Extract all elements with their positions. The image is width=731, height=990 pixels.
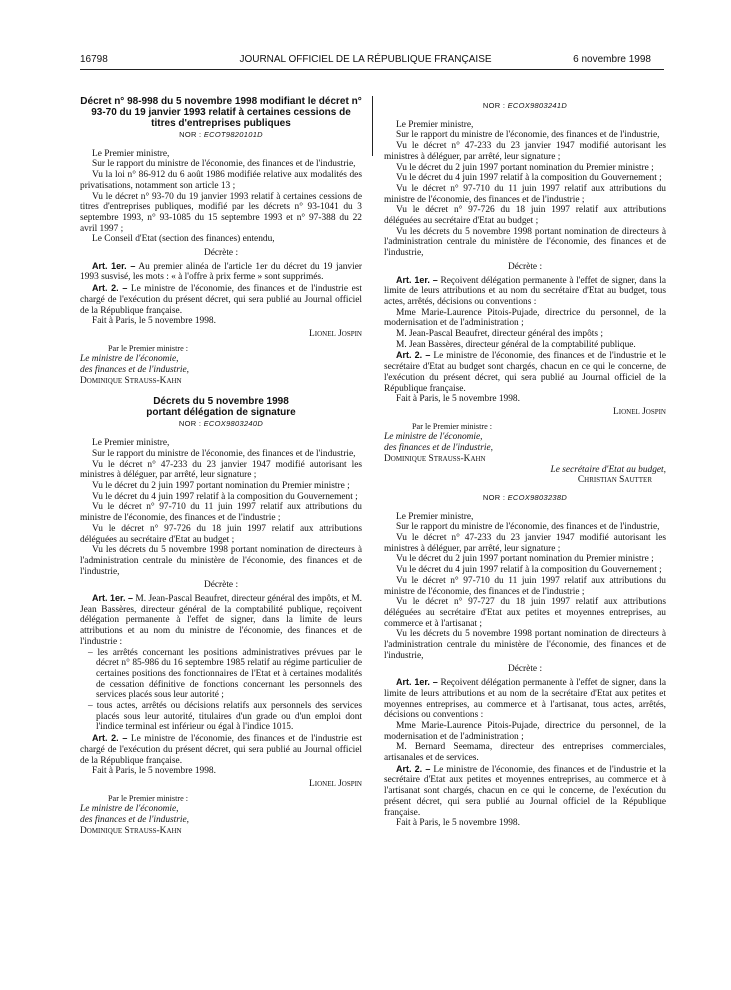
decree1-signer: Lionel Jospin [309, 328, 362, 339]
decree4-delegate: M. Bernard Seemama, directeur des entreprises commerciales, artisanales et de services. [384, 742, 666, 764]
decree2-by-pm: Par le Premier ministre : [108, 793, 189, 803]
decree3-done: Fait à Paris, le 5 novembre 1998. [396, 394, 520, 405]
decree1-para: Le Premier ministre, [92, 148, 170, 159]
decree4-art2: Art. 2. – Le ministre de l'économie, des finances et de l'industrie et la secrétaire d'Etat aux petites et moyennes entreprises, au commerce et à l'artisanat sont chargés, chacun en ce qui le concerne, de l'exécution du présent décret, qui sera publié au Journal officiel de la République française. [384, 763, 666, 818]
decree4-nor: NOR : ECOX9803238D [482, 492, 568, 502]
decree4-para: Vu le décret du 2 juin 1997 portant nomination du Premier ministre ; [396, 554, 654, 565]
decree4-art1: Art. 1er. – Reçoivent délégation permanente à l'effet de signer, dans la limite de leurs attributions et au nom de la secrétaire d'Etat aux petites et moyennes entreprises, au commerce et à l'artisanat, tous actes, arrêtés, décisions ou conventions : [384, 677, 666, 721]
decree4-delegate: Mme Marie-Laurence Pitois-Pujade, directrice du personnel, de la modernisation et de l'administration ; [384, 720, 666, 742]
decree1-done: Fait à Paris, le 5 novembre 1998. [92, 316, 216, 327]
right-column [384, 100, 666, 829]
decree3-art1: Art. 1er. – Reçoivent délégation permanente à l'effet de signer, dans la limite de leurs attributions et au nom du secrétaire d'Etat au budget, tous actes, arrêtés, décisions ou conventions : [384, 274, 666, 307]
decree3-para: Vu le décret n° 47-233 du 23 janvier 1947 modifié autorisant les ministres à déléguer, par arrêté, leur signature ; [384, 141, 666, 162]
decree4-para: Vu les décrets du 5 novembre 1998 portant nomination de directeurs à l'administration centrale du ministère de l'économie, des finances et de l'industrie, [384, 629, 666, 661]
decree2-title-1: Décrets du 5 novembre 1998 [153, 396, 289, 408]
decree3-delegate: M. Jean-Pascal Beaufret, directeur général des impôts ; [396, 329, 603, 340]
decree2-minister-title-2: des finances et de l'industrie, [80, 815, 190, 826]
decree2-para: Vu le décret du 4 juin 1997 relatif à la composition du Gouvernement ; [92, 491, 358, 502]
decree2-done: Fait à Paris, le 5 novembre 1998. [92, 766, 216, 777]
decree3-para: Vu le décret du 4 juin 1997 relatif à la composition du Gouvernement ; [396, 173, 662, 184]
decree2-nor: NOR : ECOX9803240D [178, 419, 264, 429]
decree2-para: Vu les décrets du 5 novembre 1998 portant nomination de directeurs à l'administration centrale du ministère de l'économie, des finances et de l'industrie, [80, 545, 362, 577]
decree4-para: Le Premier ministre, [396, 511, 474, 522]
decree3-para: Vu le décret n° 97-726 du 18 juin 1997 relatif aux attributions déléguées au secrétaire d'Etat au budget ; [384, 205, 666, 227]
decree3-art2: Art. 2. – Le ministre de l'économie, des finances et de l'industrie et le secrétaire d'Etat au budget sont chargés, chacun en ce qui le concerne, de l'exécution du présent décret, qui sera publié au Journal officiel de la République française. [384, 350, 666, 394]
decree2-minister-title-1: Le ministre de l'économie, [80, 804, 179, 815]
left-column [80, 96, 362, 836]
decree3-secretary-title: Le secrétaire d'Etat au budget, [550, 464, 666, 475]
decree4-done: Fait à Paris, le 5 novembre 1998. [396, 818, 520, 829]
decree2-art2: Art. 2. – Le ministre de l'économie, des finances et de l'industrie est chargé de l'exécution du présent décret, qui sera publié au Journal officiel de la République française. [80, 733, 362, 766]
decree3-nor: NOR : ECOX9803241D [482, 101, 568, 110]
decree3-para: Sur le rapport du ministre de l'économie, des finances et de l'industrie, [396, 130, 660, 141]
decree1-para: Le Conseil d'Etat (section des finances) entendu, [92, 234, 275, 245]
decree1-minister-title-1: Le ministre de l'économie, [80, 354, 179, 365]
decree2-para: Vu le décret du 2 juin 1997 portant nomination du Premier ministre ; [92, 480, 350, 491]
decree3-decrete: Décrète : [507, 261, 543, 272]
decree2-para: Sur le rapport du ministre de l'économie, des finances et de l'industrie, [92, 448, 356, 459]
decree2-para: Vu le décret n° 97-710 du 11 juin 1997 relatif aux attributions du ministre de l'économie, des finances et de l'industrie ; [80, 502, 362, 524]
decree4-para: Vu le décret n° 97-710 du 11 juin 1997 relatif aux attributions du ministre de l'économie, des finances et de l'industrie ; [384, 575, 666, 597]
header-rule [80, 69, 664, 70]
decree4-para: Vu le décret n° 47-233 du 23 janvier 1947 modifié autorisant les ministres à déléguer, par arrêté, leur signature ; [384, 533, 666, 554]
decree1-minister-title-2: des finances et de l'industrie, [80, 365, 190, 376]
decree3-delegate: Mme Marie-Laurence Pitois-Pujade, directrice du personnel, de la modernisation et de l'administration ; [384, 307, 666, 329]
decree4-para: Sur le rapport du ministre de l'économie, des finances et de l'industrie, [396, 522, 660, 533]
decree3-para: Vu le décret du 2 juin 1997 portant nomination du Premier ministre ; [396, 162, 654, 173]
decree3-para: Le Premier ministre, [396, 119, 474, 130]
decree2-art1: Art. 1er. – M. Jean-Pascal Beaufret, directeur général des impôts, et M. Jean Bassères, directeur général de la comptabilité publique, reçoivent délégation permanente à l'effet de signer, dans la limite de leurs attributions et au nom du ministre de l'économie, des finances et de l'industrie : [80, 593, 363, 647]
decree1-art2: Art. 2. – Le ministre de l'économie, des finances et de l'industrie est chargé de l'exécution du présent décret, qui sera publié au Journal officiel de la République française. [80, 283, 362, 316]
decree3-minister-name: Dominique Strauss-Kahn [384, 453, 486, 464]
decree3-signer: Lionel Jospin [613, 406, 666, 417]
decree2-signer: Lionel Jospin [309, 778, 362, 789]
page-header [0, 54, 731, 68]
decree1-minister-name: Dominique Strauss-Kahn [80, 375, 182, 386]
decree1-by-pm: Par le Premier ministre : [108, 343, 189, 353]
journal-title: JOURNAL OFFICIEL DE LA RÉPUBLIQUE FRANÇAISE [239, 54, 492, 65]
decree3-minister-title-1: Le ministre de l'économie, [384, 432, 483, 443]
decree2-para: Le Premier ministre, [92, 438, 170, 449]
decree1-para: Sur le rapport du ministre de l'économie, des finances et de l'industrie, [92, 159, 356, 170]
decree2-para: Vu le décret n° 47-233 du 23 janvier 1947 modifié autorisant les ministres à déléguer, par arrêté, leur signature ; [80, 459, 362, 481]
decree3-by-pm: Par le Premier ministre : [412, 421, 493, 431]
decree2-title-2: portant délégation de signature [146, 407, 296, 419]
decree4-decrete: Décrète : [507, 664, 543, 675]
decree1-para: Vu le décret n° 93-70 du 19 janvier 1993 relatif à certaines cessions de titres d'entreprises publiques, modifié par les décrets n° 93-1041 du 3 septembre 1993, n° 93-1085 du 15 septembre 1993 et n° 97-388 du 22 avril 1997 ; [80, 191, 362, 234]
decree2-decrete: Décrète : [203, 580, 239, 591]
decree3-para: Vu les décrets du 5 novembre 1998 portant nomination de directeurs à l'administration centrale du ministère de l'économie, des finances et de l'industrie, [384, 226, 666, 259]
decree1-title: Décret n° 98-998 du 5 novembre 1998 modifiant le décret n° 93-70 du 19 janvier 1993 relatif à certaines cessions de titres d'entreprises publiques [80, 96, 362, 129]
decree3-secretary-name: Christian Sautter [577, 475, 652, 486]
issue-date: 6 novembre 1998 [573, 54, 651, 65]
column-divider [372, 96, 373, 156]
decree2-para: Vu le décret n° 97-726 du 18 juin 1997 relatif aux attributions déléguées au secrétaire d'Etat au budget ; [80, 523, 362, 545]
page-number: 16798 [80, 54, 108, 65]
decree2-dash-item: – tous actes, arrêtés ou décisions relatifs aux personnels des services placés sous leur autorité, titulaires d'un grade ou d'un emploi dont l'indice terminal est inférieur ou égal à l'indice 1015. [88, 701, 362, 733]
decree2-minister-name: Dominique Strauss-Kahn [80, 825, 182, 836]
decree1-para: Vu la loi n° 86-912 du 6 août 1986 modifiée relative aux modalités des privatisations, notamment son article 13 ; [80, 170, 362, 191]
decree3-minister-title-2: des finances et de l'industrie, [384, 443, 494, 454]
decree1-nor: NOR : ECOT9820101D [179, 130, 263, 139]
decree1-decrete: Décrète : [203, 248, 239, 259]
decree4-para: Vu le décret du 4 juin 1997 relatif à la composition du Gouvernement ; [396, 565, 662, 576]
decree3-delegate: M. Jean Bassères, directeur général de la comptabilité publique. [396, 339, 636, 350]
decree4-para: Vu le décret n° 97-727 du 18 juin 1997 relatif aux attributions déléguées au secrétaire d'Etat aux petites et moyennes entreprises, au commerce et à l'artisanat ; [384, 597, 666, 629]
decree1-art1: Art. 1er. – Au premier alinéa de l'article 1er du décret du 19 janvier 1993 susvisé, les mots : « à l'offre à prix ferme » sont supprimés. [80, 260, 362, 283]
decree2-dash-item: – les arrêtés concernant les positions administratives prévues par le décret n° 85-986 du 16 septembre 1985 relatif au régime particulier de certaines positions des fonctionnaires de l'Etat et à certaines modalités de cessation définitive de fonctions concernant les personnels des services placés sous leur autorité ; [88, 647, 362, 701]
decree3-para: Vu le décret n° 97-710 du 11 juin 1997 relatif aux attributions du ministre de l'économie, des finances et de l'industrie ; [384, 183, 666, 205]
